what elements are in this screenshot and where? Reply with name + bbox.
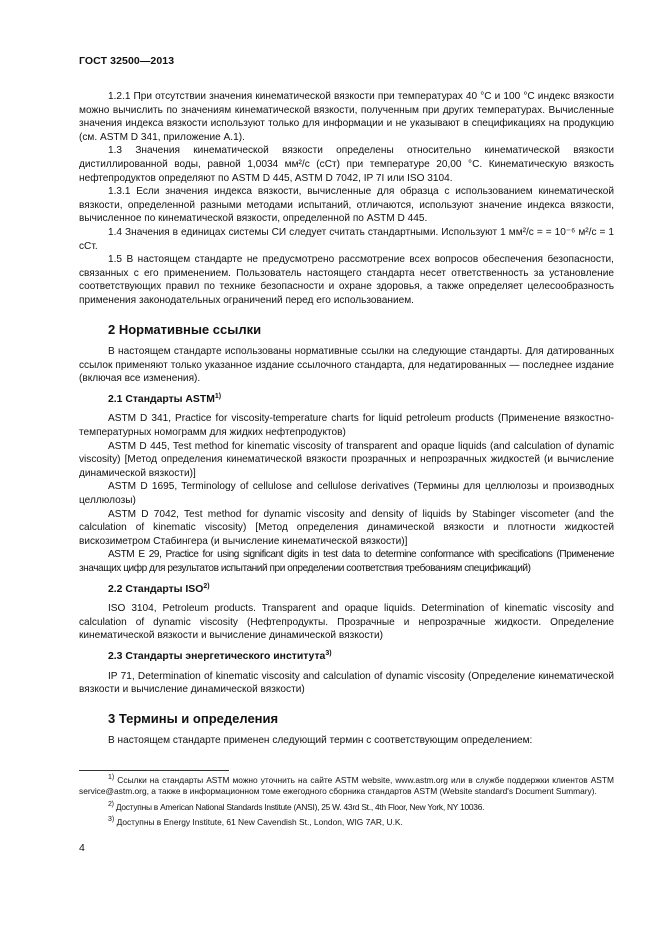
- reference-astm-d341: ASTM D 341, Practice for viscosity-temperature charts for liquid petroleum products (Применение вязкостно-температурных номограмм для жидких нефтепродуктов): [79, 413, 614, 439]
- subsection-2-2-heading: [108, 583, 614, 597]
- section-2-heading: 2 Нормативные ссылки: [108, 321, 262, 337]
- reference-astm-e29: ASTM E 29, Practice for using significant digits in test data to determine conformance with specifications (Применение значащих цифр для результатов испытаний при определении соответствия требованиям спецификаций): [79, 549, 614, 574]
- section-3-intro: В настоящем стандарте применен следующий термин с соответствующим определением:: [108, 735, 533, 747]
- subsection-2-1-heading: [108, 393, 614, 407]
- subsection-2-3-heading: [108, 650, 614, 664]
- footnote-1-text: Ссылки на стандарты ASTM можно уточнить на сайте ASTM website, www.astm.org или в службе поддержки клиентов ASTM service@astm.org, а также в информационном томе ежегодного сборника стандартов ASTM (Website standard's Document Summary).: [79, 775, 614, 797]
- subsection-2-3-title: 2.3 Стандарты энергетического института: [108, 650, 326, 662]
- footnote-mark-1: 1): [214, 392, 222, 400]
- document-code-header: ГОСТ 32500—2013: [79, 55, 175, 67]
- footnote-3: [79, 817, 614, 828]
- footnote-2: [79, 802, 614, 813]
- reference-astm-d445: ASTM D 445, Test method for kinematic viscosity of transparent and opaque liquids (and calculation of dynamic viscosity) [Метод определения кинематической вязкости прозрачных и непрозрачных жидкостей (и вычисление динамической вязкости)]: [79, 440, 614, 479]
- subsection-2-1-title: 2.1 Стандарты ASTM: [108, 393, 215, 405]
- footnote-2-text: Доступны в American National Standards Institute (ANSI), 25 W. 43rd St., 4th Floor, New York, NY 10036.: [115, 801, 485, 812]
- subsection-2-2-title: 2.2 Стандарты ISO: [108, 583, 204, 595]
- footnotes: [79, 770, 614, 832]
- reference-astm-d7042: ASTM D 7042, Test method for dynamic viscosity and density of liquids by Stabinger viscometer (and the calculation of kinematic viscosity) [Метод определения динамической вязкости и плотности жидкостей вискозиметром Стабингера (и вычисление кинематической вязкости)]: [79, 508, 614, 547]
- section-2-intro: В настоящем стандарте использованы нормативные ссылки на следующие стандарты. Для датированных ссылок применяют только указанное издание ссылочного стандарта, для недатированных — последнее издание (включая все изменения).: [79, 346, 614, 385]
- footnote-1-mark: 1): [108, 774, 115, 781]
- paragraph-1-4: 1.4 Значения в единицах системы СИ следует считать стандартными. Используют 1 мм²/с = = 10⁻⁶ м²/с = 1 сСт.: [79, 226, 614, 252]
- footnote-3-mark: 3): [108, 815, 115, 823]
- section-3-heading: 3 Термины и определения: [108, 710, 279, 726]
- footnote-3-text: Доступны в Energy Institute, 61 New Cavendish St., London, WIG 7AR, U.K.: [116, 816, 403, 827]
- footnote-divider: [79, 770, 229, 771]
- paragraph-1-5: 1.5 В настоящем стандарте не предусмотрено рассмотрение всех вопросов обеспечения безопасности, связанных с его применением. Пользователь настоящего стандарта несет ответственность за установление соответствующих правил по технике безопасности и охране здоровья, а также определяет целесообразность применения законодательных ограничений перед его использованием.: [79, 254, 614, 306]
- document-body: [79, 90, 614, 748]
- paragraph-1-3: 1.3 Значения кинематической вязкости определены относительно кинематической вязкости дистиллированной воды, равной 1,0034 мм²/с (сСт) при температуре 20,00 °С. Кинематическую вязкость нефтепродуктов определяют по ASTM D 445, ASTM D 7042, IP 7I или ISO 3104.: [79, 145, 614, 184]
- paragraph-1-2-1: 1.2.1 При отсутствии значения кинематической вязкости при температурах 40 °С и 100 °С индекс вязкости можно вычислить по значениям кинематической вязкости, полученным при других температурах. Вычисленные значения индекса вязкости используют только для информации и не указывают в спецификациях на продукцию (см. ASTM D 341, приложение А.1).: [79, 91, 614, 143]
- footnote-mark-3: 3): [325, 649, 332, 657]
- footnote-mark-2: 2): [203, 582, 210, 590]
- reference-iso-3104: ISO 3104, Petroleum products. Transparent and opaque liquids. Determination of kinematic viscosity and calculation of dynamic viscosity (Нефтепродукты. Прозрачные и непрозрачные жидкости. Определение кинематической вязкости и вычисление динамической вязкости): [79, 603, 614, 642]
- footnote-1: [79, 775, 614, 798]
- footnote-2-mark: 2): [108, 800, 114, 808]
- reference-ip-71: IP 71, Determination of kinematic viscosity and calculation of dynamic viscosity (Определение кинематической вязкости и вычисление динамической вязкости): [79, 670, 614, 696]
- reference-astm-d1695: ASTM D 1695, Terminology of cellulose and cellulose derivatives (Термины для целлюлозы и производных целлюлозы): [79, 481, 614, 507]
- paragraph-1-3-1: 1.3.1 Если значения индекса вязкости, вычисленные для образца с использованием кинематической вязкости, определенной разными методами испытаний, отличаются, используют значение индекса вязкости, вычисленное по кинематической вязкости, определенной по ASTM D 445.: [79, 186, 614, 225]
- page-number: 4: [79, 842, 85, 854]
